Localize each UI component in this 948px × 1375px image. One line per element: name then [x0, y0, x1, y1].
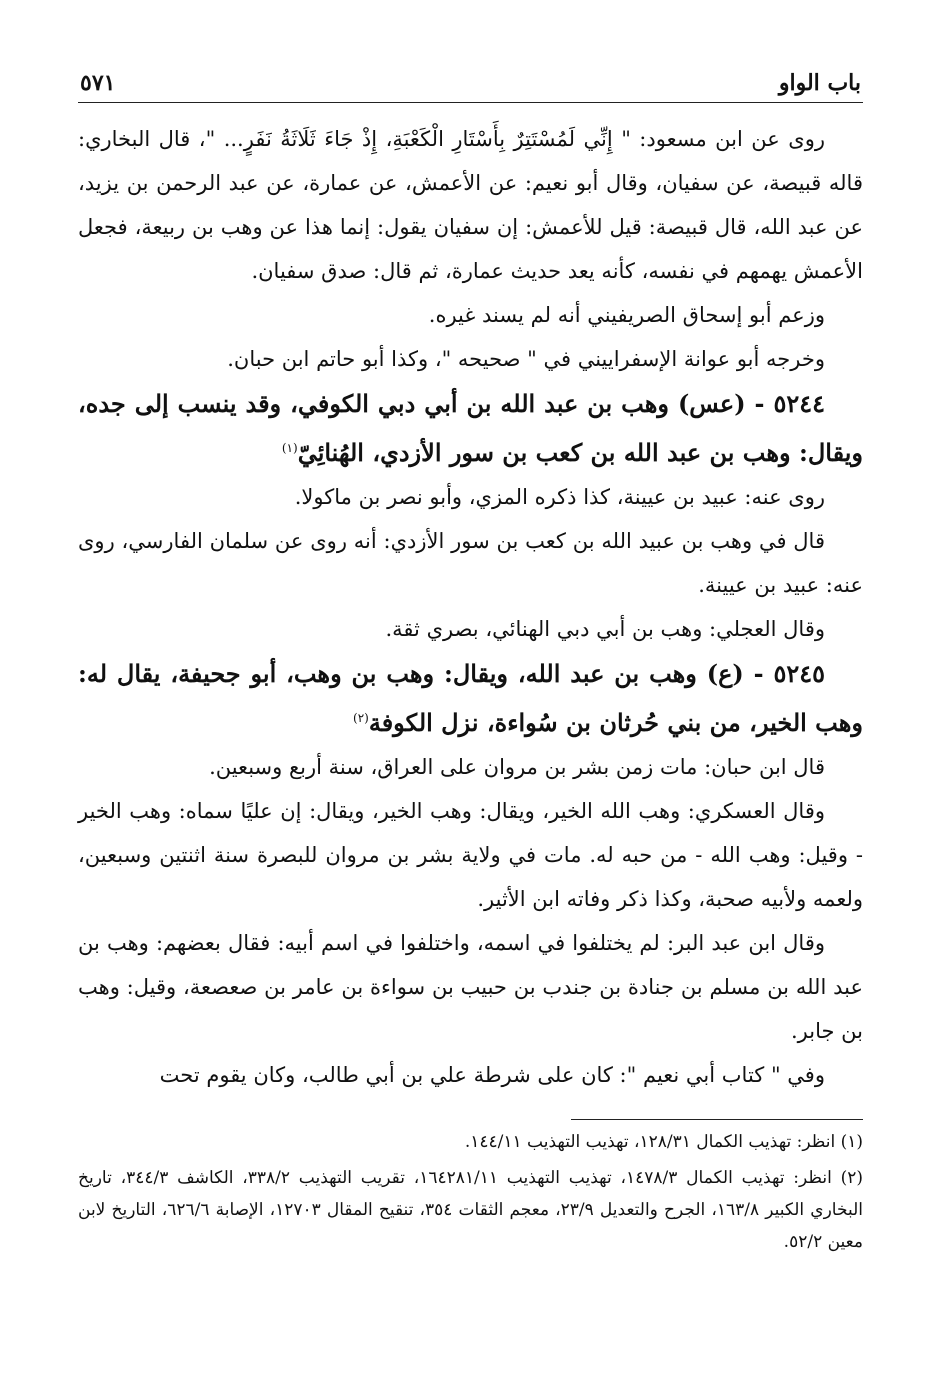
- paragraph: وخرجه أبو عوانة الإسفراييني في " صحيحه "، وكذا أبو حاتم ابن حبان.: [227, 347, 825, 371]
- footnote-ref: (١): [281, 441, 298, 455]
- entry-heading-5244: [78, 381, 863, 475]
- page-header: [78, 56, 863, 103]
- paragraph: وقال العسكري: وهب الله الخير، ويقال: وهب الخير، ويقال: إن عليًا سماه: وهب الخير - وقيل: وهب الله - من حبه له. مات في ولاية بشر بن مروان للبصرة سنة اثنتين وسبعين، ولعمه ولأبيه صحبة، وكذا ذكر وفاته ابن الأثير.: [78, 799, 863, 911]
- main-text: [78, 117, 863, 1097]
- entry-title: ٥٢٤٥ - (ع) وهب بن عبد الله، ويقال: وهب بن وهب، أبو جحيفة، يقال له: وهب الخير، من بني حُرثان بن سُواءة، نزل الكوفة: [78, 659, 863, 737]
- footnote-divider: [571, 1119, 863, 1120]
- footnotes: [78, 1126, 863, 1258]
- paragraph: روى عن ابن مسعود: " إِنِّي لَمُسْتَتِرٌ بِأَسْتَارِ الْكَعْبَةِ، إِذْ جَاءَ ثَلَاثَةُ نَفَرٍ... "، قال البخاري: قاله قبيصة، عن سفيان، وقال أبو نعيم: عن الأعمش، عن عمارة، عن عبد الرحمن بن يزيد، عن عبد الله، قال قبيصة: قيل للأعمش: إن سفيان يقول: إنما هذا عن وهب بن ربيعة، فجعل الأعمش يهمهم في نفسه، كأنه يعد حديث عمارة، ثم قال: صدق سفيان.: [78, 127, 863, 283]
- chapter-title: باب الواو: [778, 70, 861, 96]
- paragraph: وقال العجلي: وهب بن أبي دبي الهنائي، بصري ثقة.: [385, 617, 825, 641]
- page-number: ٥٧١: [80, 70, 116, 96]
- footnote-ref: (٢): [353, 711, 369, 725]
- paragraph: وزعم أبو إسحاق الصريفيني أنه لم يسند غيره.: [428, 303, 825, 327]
- footnote: (٢) انظر: تهذيب الكمال ١٤٧٨/٣، تهذيب التهذيب ١٦٤٢٨١/١١، تقريب التهذيب ٣٣٨/٢، الكاشف ٣٤٤/٣، تاريخ البخاري الكبير ١٦٣/٨، الجرح والتعديل ٢٣/٩، معجم الثقات ٣٥٤، تنقيح المقال ١٢٧٠٣، الإصابة ٦٢٦/٦، التاريخ لابن معين ٥٢/٢.: [78, 1168, 864, 1252]
- book-page: [78, 56, 863, 1262]
- entry-title: ٥٢٤٤ - (عس) وهب بن عبد الله بن أبي دبي الكوفي، وقد ينسب إلى جده، ويقال: وهب بن عبد الله بن كعب بن سور الأزدي، الهُنائِيّ: [78, 389, 863, 467]
- paragraph: وقال ابن عبد البر: لم يختلفوا في اسمه، واختلفوا في اسم أبيه: فقال بعضهم: وهب بن عبد الله بن مسلم بن جنادة بن جندب بن حبيب بن سواءة بن عامر بن صعصعة، وقيل: وهب بن جابر.: [78, 931, 863, 1043]
- paragraph: وفي " كتاب أبي نعيم ": كان على شرطة علي بن أبي طالب، وكان يقوم تحت: [159, 1063, 825, 1087]
- paragraph: قال ابن حبان: مات زمن بشر بن مروان على العراق، سنة أربع وسبعين.: [209, 755, 825, 779]
- paragraph: روى عنه: عبيد بن عيينة، كذا ذكره المزي، وأبو نصر بن ماكولا.: [294, 485, 825, 509]
- entry-heading-5245: [78, 651, 863, 745]
- paragraph: قال في وهب بن عبيد الله بن كعب بن سور الأزدي: أنه روى عن سلمان الفارسي، روى عنه: عبيد بن عيينة.: [78, 529, 863, 597]
- footnote: (١) انظر: تهذيب الكمال ١٢٨/٣١، تهذيب التهذيب ١٤٤/١١.: [464, 1132, 863, 1152]
